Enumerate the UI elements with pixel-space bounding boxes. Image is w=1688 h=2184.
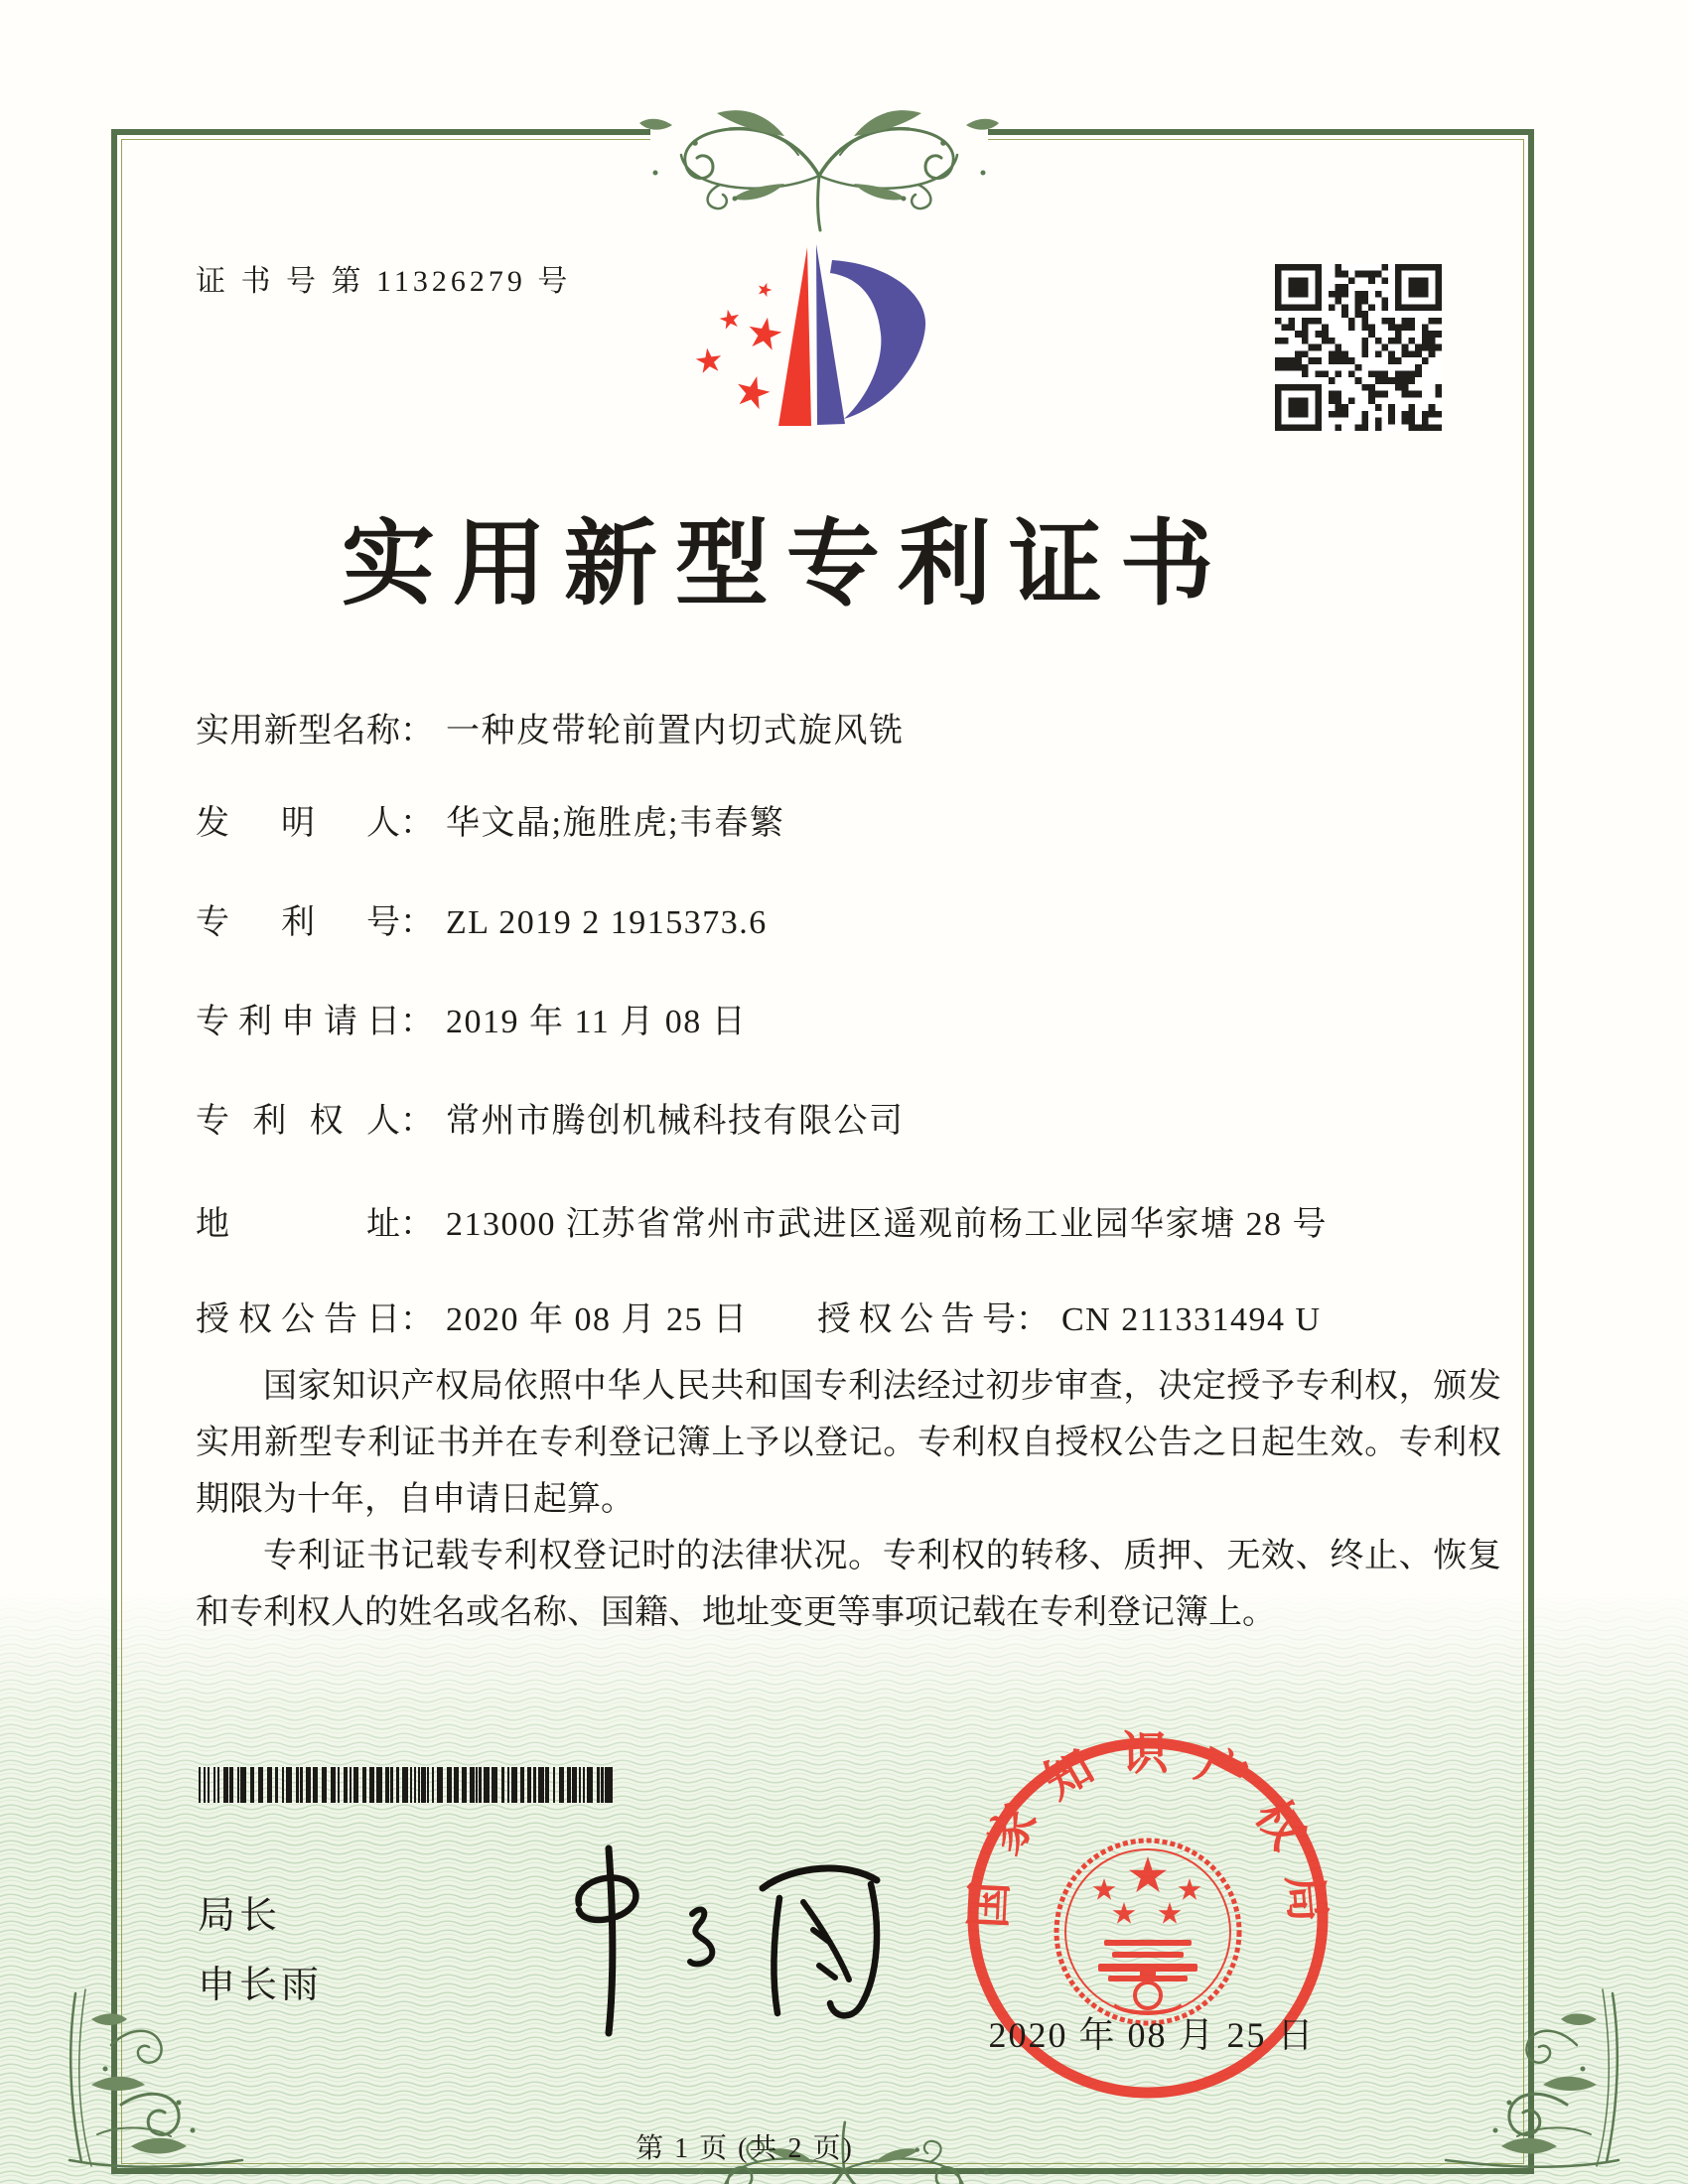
field-value: 2019 年 11 月 08 日	[446, 1004, 748, 1040]
field-value: 213000 江苏省常州市武进区遥观前杨工业园华家塘 28 号	[446, 1206, 1328, 1243]
field-value: 常州市腾创机械科技有限公司	[446, 1103, 905, 1140]
grant-date-label: 授权公告日	[196, 1301, 400, 1338]
field-colon: ：	[400, 805, 434, 842]
field-row-filing-date	[196, 1001, 747, 1044]
svg-text:国家知识产权局	[963, 1728, 1333, 1930]
field-label: 专利申请日	[196, 1004, 400, 1040]
legal-paragraph-2: 专利证书记载专利权登记时的法律状况。专利权的转移、质押、无效、终止、恢复和专利权人的姓名或名称、国籍、地址变更等事项记载在专利登记簿上。	[196, 1538, 1501, 1631]
barcode	[199, 1767, 614, 1803]
cnipa-logo	[635, 220, 953, 454]
field-row-inventor	[196, 802, 784, 846]
legal-body-text	[196, 1358, 1501, 1641]
field-value: ZL 2019 2 1915373.6	[446, 904, 768, 941]
field-colon: ：	[400, 713, 434, 750]
field-label: 专利权人	[196, 1103, 400, 1140]
page-info: 第 1 页 (共 2 页)	[635, 2133, 854, 2164]
qr-code	[1275, 264, 1442, 431]
field-label: 专利号	[196, 904, 400, 941]
grant-no-value: CN 211331494 U	[1061, 1301, 1322, 1338]
field-row-patentee	[196, 1100, 905, 1144]
grant-no-pair	[817, 1298, 1322, 1342]
field-colon: ：	[400, 1206, 434, 1243]
certificate-number: 证 书 号 第 11326279 号	[196, 265, 572, 298]
signature-handwritten-icon	[521, 1827, 918, 2065]
officer-name: 申长雨	[198, 1965, 324, 2006]
field-colon: ：	[400, 1301, 434, 1338]
seal-text: 国家知识产权局	[963, 1727, 1334, 1930]
field-colon: ：	[400, 1103, 434, 1140]
officer-title: 局长	[198, 1895, 282, 1937]
field-row-address	[196, 1203, 1328, 1247]
seal-date: 2020 年 08 月 25 日	[988, 2015, 1316, 2055]
field-value: 华文晶;施胜虎;韦春繁	[446, 805, 785, 842]
field-row-grant	[196, 1298, 1322, 1342]
field-row-patent-no	[196, 901, 768, 945]
field-colon: ：	[400, 1004, 434, 1040]
grant-no-label: 授权公告号	[817, 1301, 1016, 1338]
field-label: 实用新型名称	[196, 713, 400, 750]
field-colon: ：	[400, 904, 434, 941]
field-row-name	[196, 710, 905, 753]
field-value: 一种皮带轮前置内切式旋风铣	[446, 713, 905, 750]
field-label: 地址	[196, 1206, 400, 1243]
grant-date-value: 2020 年 08 月 25 日	[446, 1301, 749, 1338]
legal-paragraph-1: 国家知识产权局依照中华人民共和国专利法经过初步审查，决定授予专利权，颁发实用新型专利证书并在专利登记簿上予以登记。专利权自授权公告之日起生效。专利权期限为十年，自申请日起算。	[196, 1368, 1501, 1518]
certificate-title: 实用新型专利证书	[341, 513, 1231, 616]
field-colon: ：	[1016, 1301, 1050, 1338]
field-label: 发明人	[196, 805, 400, 842]
